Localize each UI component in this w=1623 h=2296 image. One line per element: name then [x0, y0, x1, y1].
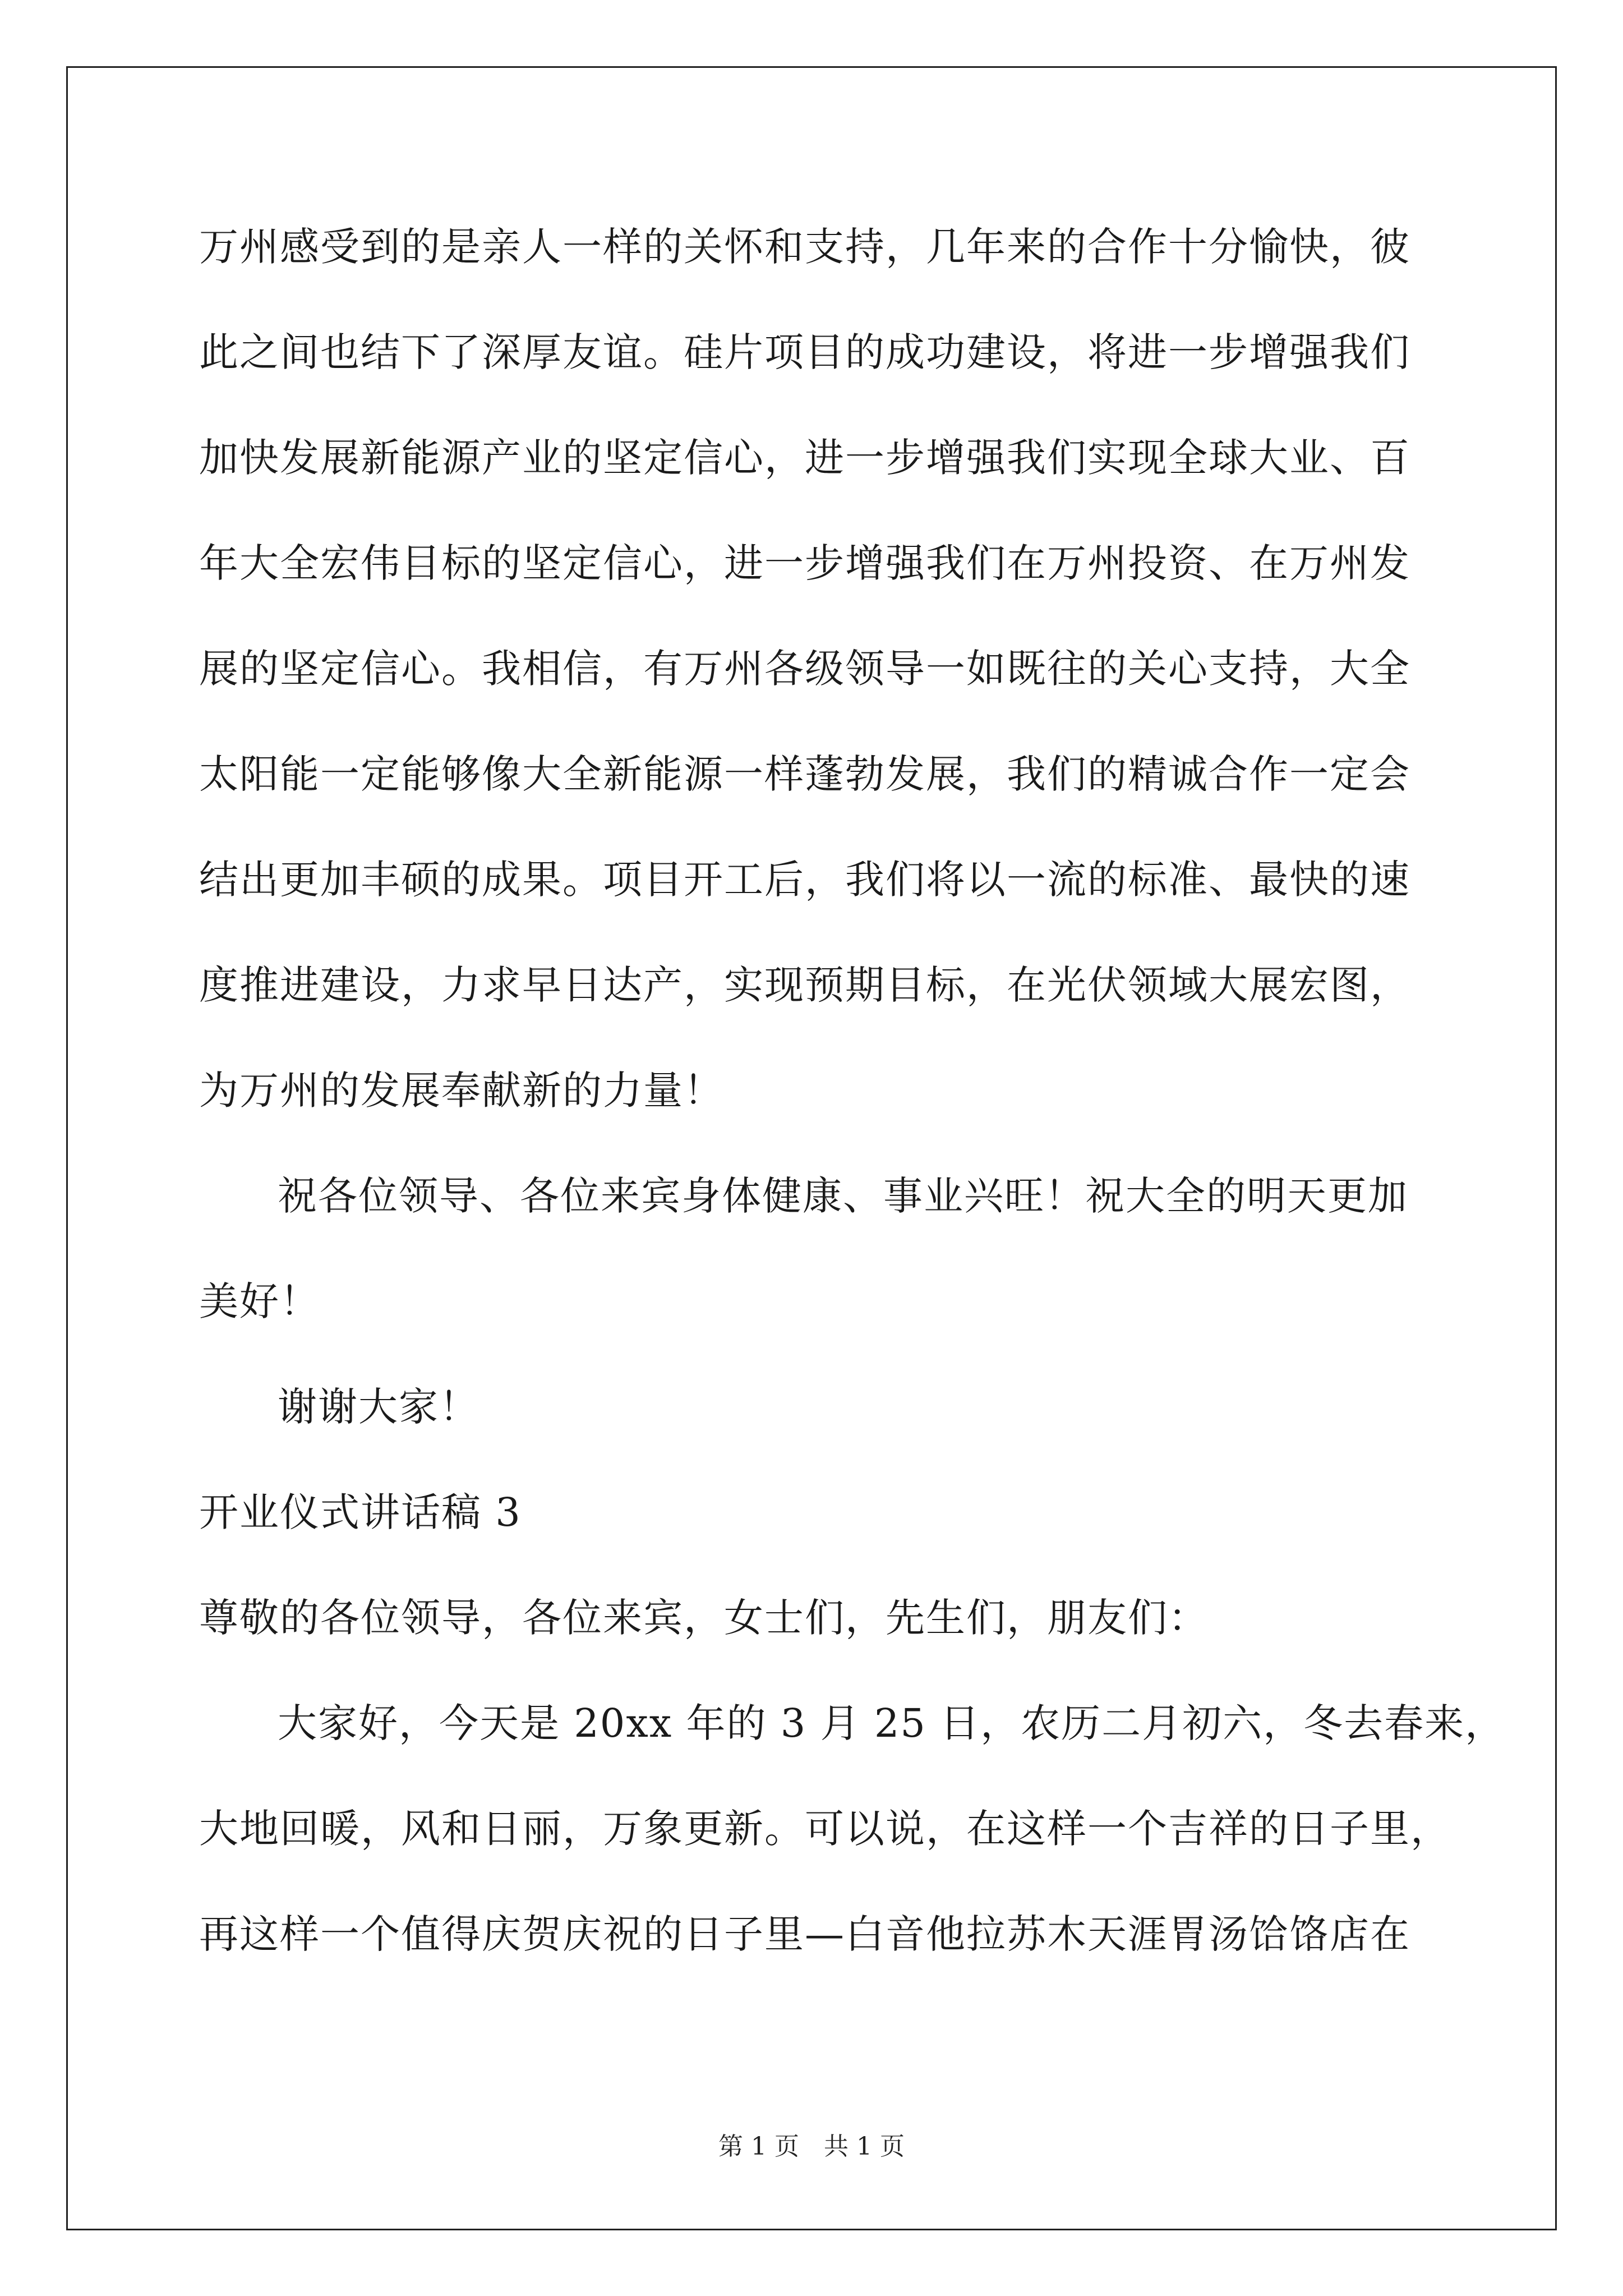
- section-heading: [199, 1479, 1433, 1584]
- text-line: 此之间也结下了深厚友谊。硅片项目的成功建设，将进一步增强我们: [199, 329, 1410, 375]
- heading-text: 开业仪式讲话稿 3: [199, 1489, 522, 1535]
- text-line: 尊敬的各位领导，各位来宾，女士们，先生们，朋友们：: [199, 1595, 1209, 1641]
- document-body: [199, 213, 1506, 2006]
- text-line: 度推进建设，力求早日达产，实现预期目标，在光伏领域大展宏图，: [199, 962, 1410, 1008]
- text-line: 祝各位领导、各位来宾身体健康、事业兴旺！祝大全的明天更加: [278, 1173, 1408, 1219]
- text-line: 谢谢大家！: [278, 1384, 479, 1430]
- text-line: 美好！: [199, 1278, 320, 1324]
- text-line: 展的坚定信心。我相信，有万州各级领导一如既往的关心支持，大全: [199, 646, 1410, 692]
- text-line: 万州感受到的是亲人一样的关怀和支持，几年来的合作十分愉快，彼: [199, 224, 1410, 270]
- text-line: 加快发展新能源产业的坚定信心，进一步增强我们实现全球大业、百: [199, 435, 1410, 481]
- text-line: 太阳能一定能够像大全新能源一样蓬勃发展，我们的精诚合作一定会: [199, 751, 1410, 797]
- paragraph-1: [199, 213, 1433, 1162]
- text-line: 大地回暖，风和日丽，万象更新。可以说，在这样一个吉祥的日子里，: [199, 1806, 1451, 1852]
- text-line: 再这样一个值得庆贺庆祝的日子里—白音他拉苏木天涯胃汤饸饹店在: [199, 1911, 1410, 1957]
- paragraph-4: [199, 1690, 1506, 2006]
- paragraph-2: [199, 1162, 1433, 1373]
- paragraph-3: [199, 1373, 1433, 1479]
- text-line: 大家好，今天是 20xx 年的 3 月 25 日，农历二月初六，冬去春来，: [278, 1700, 1506, 1746]
- text-line: 年大全宏伟目标的坚定信心，进一步增强我们在万州投资、在万州发: [199, 540, 1410, 586]
- page-footer: 第 1 页 共 1 页: [718, 2132, 905, 2161]
- text-line: 结出更加丰硕的成果。项目开工后，我们将以一流的标准、最快的速: [199, 857, 1410, 903]
- salutation: [199, 1584, 1433, 1690]
- text-line: 为万州的发展奉献新的力量！: [199, 1068, 724, 1114]
